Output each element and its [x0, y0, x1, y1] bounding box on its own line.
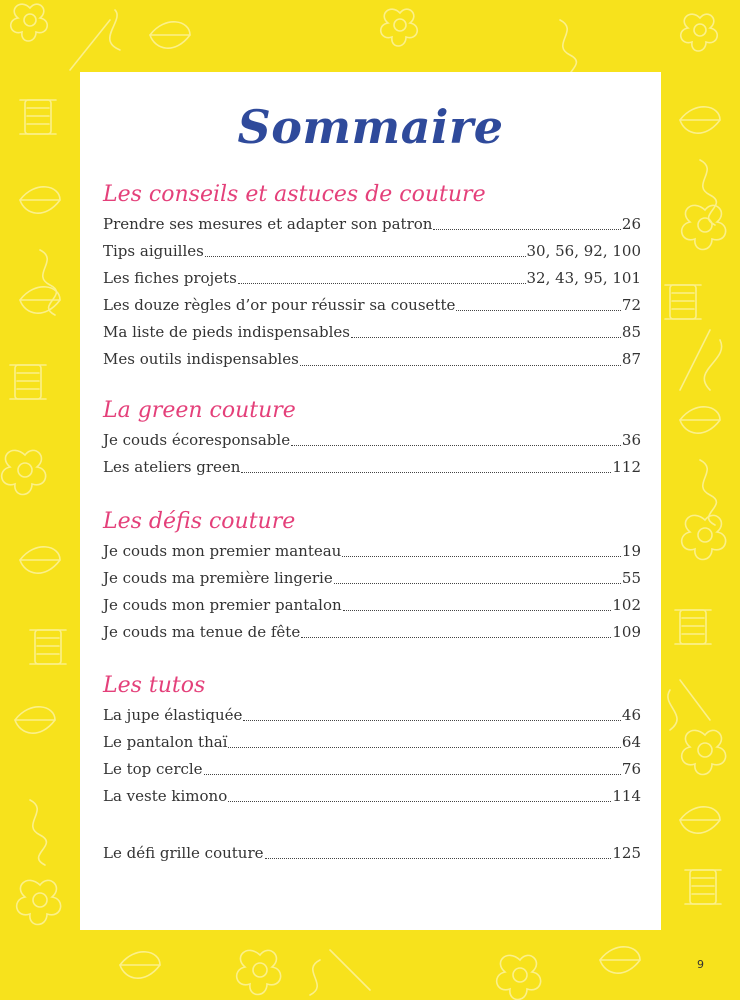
needle-icon: [680, 330, 722, 390]
flower-icon: [237, 950, 281, 994]
leader-dots: [301, 636, 611, 638]
section-green: [103, 395, 641, 481]
spool-icon: [675, 610, 711, 644]
toc-entry-page: 102: [612, 596, 641, 615]
table-of-contents-page: [80, 72, 661, 930]
needle-icon: [310, 950, 370, 995]
toc-entry[interactable]: [103, 238, 641, 265]
section-title: Les défis couture: [103, 509, 296, 534]
toc-entry-label: Tips aiguilles: [103, 242, 204, 261]
toc-entry-label: La jupe élastiquée: [103, 706, 243, 724]
leader-dots: [265, 857, 612, 859]
toc-entry-page: 112: [612, 458, 641, 477]
toc-entry[interactable]: [103, 346, 641, 373]
toc-entry[interactable]: [103, 840, 641, 867]
leader-dots: [238, 282, 526, 284]
leader-dots: [204, 773, 621, 775]
toc-entry-page: 64: [621, 733, 641, 752]
spool-icon: [665, 285, 701, 319]
leaf-icon: [20, 287, 60, 313]
leader-dots: [351, 336, 621, 338]
leader-dots: [228, 800, 611, 802]
section-extra: [103, 840, 641, 867]
section-title: Les conseils et astuces de couture: [103, 182, 486, 207]
toc-entry[interactable]: [103, 454, 641, 481]
leader-dots: [300, 364, 621, 366]
toc-entry-page: 55: [621, 569, 641, 588]
toc-entry[interactable]: [103, 211, 641, 238]
toc-entry-label: Prendre ses mesures et adapter son patron: [103, 215, 433, 233]
toc-entry-page: 72: [621, 296, 641, 315]
toc-entry-page: 26: [621, 215, 641, 233]
toc-entry-label: Le défi grille couture: [103, 844, 264, 862]
needle-icon: [70, 10, 120, 70]
toc-entry-page: 114: [612, 787, 641, 806]
toc-entry[interactable]: [103, 756, 641, 783]
page-title: Sommaire: [237, 100, 504, 154]
toc-entry-label: Mes outils indispensables: [103, 350, 299, 369]
flower-icon: [682, 515, 726, 559]
leaf-icon: [680, 107, 720, 133]
toc-entry[interactable]: [103, 427, 641, 454]
flower-icon: [2, 450, 46, 494]
leaf-icon: [20, 187, 60, 213]
toc-entry-page: 19: [621, 542, 641, 560]
toc-entry-label: Je couds ma tenue de fête: [103, 623, 301, 642]
leaf-icon: [15, 707, 55, 733]
leaf-icon: [600, 947, 640, 973]
toc-entry-page: 76: [621, 760, 641, 779]
flower-icon: [381, 9, 417, 46]
spool-icon: [10, 365, 46, 399]
leader-dots: [343, 609, 612, 611]
toc-entry[interactable]: [103, 265, 641, 292]
leaf-icon: [120, 952, 160, 978]
section-title: Les tutos: [103, 673, 206, 698]
page-number: 9: [697, 958, 704, 971]
toc-entry[interactable]: [103, 702, 641, 729]
needle-icon: [668, 680, 710, 730]
toc-entry[interactable]: [103, 319, 641, 346]
leaf-icon: [680, 407, 720, 433]
leaf-icon: [20, 547, 60, 573]
thread-squiggle: [700, 160, 716, 225]
toc-entry[interactable]: [103, 292, 641, 319]
flower-icon: [682, 205, 726, 249]
toc-entry-label: Les fiches projets: [103, 269, 237, 288]
toc-entry-page: 46: [621, 706, 641, 724]
toc-entry[interactable]: [103, 538, 641, 565]
spool-icon: [685, 870, 721, 904]
spool-icon: [20, 100, 56, 134]
flower-icon: [497, 955, 541, 999]
section-conseils: [103, 179, 641, 374]
leader-dots: [205, 255, 526, 257]
section-tutos: [103, 670, 641, 810]
toc-entry-page: 30, 56, 92, 100: [526, 242, 641, 261]
leader-dots: [456, 309, 621, 311]
flower-icon: [11, 4, 47, 41]
leader-dots: [228, 746, 620, 748]
toc-entry-label: Je couds mon premier pantalon: [103, 596, 342, 615]
leader-dots: [241, 471, 611, 473]
toc-entry[interactable]: [103, 783, 641, 810]
toc-entry-label: Je couds écoresponsable: [103, 431, 291, 449]
toc-entry-label: Je couds mon premier manteau: [103, 542, 342, 560]
leader-dots: [291, 444, 621, 446]
toc-entry-page: 109: [612, 623, 641, 642]
leaf-icon: [150, 22, 190, 48]
toc-entry-label: Je couds ma première lingerie: [103, 569, 333, 588]
toc-entry-page: 125: [612, 844, 641, 862]
toc-entry-page: 32, 43, 95, 101: [526, 269, 641, 288]
toc-entry-label: Les ateliers green: [103, 458, 241, 477]
toc-entry-label: Ma liste de pieds indispensables: [103, 323, 350, 342]
toc-entry-label: Les douze règles d’or pour réussir sa cousette: [103, 296, 456, 315]
toc-entry-page: 36: [621, 431, 641, 449]
flower-icon: [682, 730, 726, 774]
toc-entry-page: 85: [621, 323, 641, 342]
thread-squiggle: [40, 250, 56, 315]
section-defis: [103, 506, 641, 646]
leader-dots: [342, 555, 621, 557]
section-title: La green couture: [103, 398, 296, 423]
leaf-icon: [680, 807, 720, 833]
spool-icon: [30, 630, 66, 664]
toc-entry[interactable]: [103, 619, 641, 646]
toc-entry[interactable]: [103, 729, 641, 756]
toc-entry-label: Le pantalon thaï: [103, 733, 228, 752]
flower-icon: [17, 880, 61, 924]
toc-entry-page: 87: [621, 350, 641, 369]
thread-squiggle: [30, 800, 46, 865]
leader-dots: [334, 582, 621, 584]
leader-dots: [243, 719, 621, 721]
flower-icon: [681, 14, 717, 51]
toc-entry-label: La veste kimono: [103, 787, 228, 806]
leader-dots: [433, 228, 620, 230]
toc-entry[interactable]: [103, 565, 641, 592]
toc-entry-label: Le top cercle: [103, 760, 203, 779]
toc-entry[interactable]: [103, 592, 641, 619]
